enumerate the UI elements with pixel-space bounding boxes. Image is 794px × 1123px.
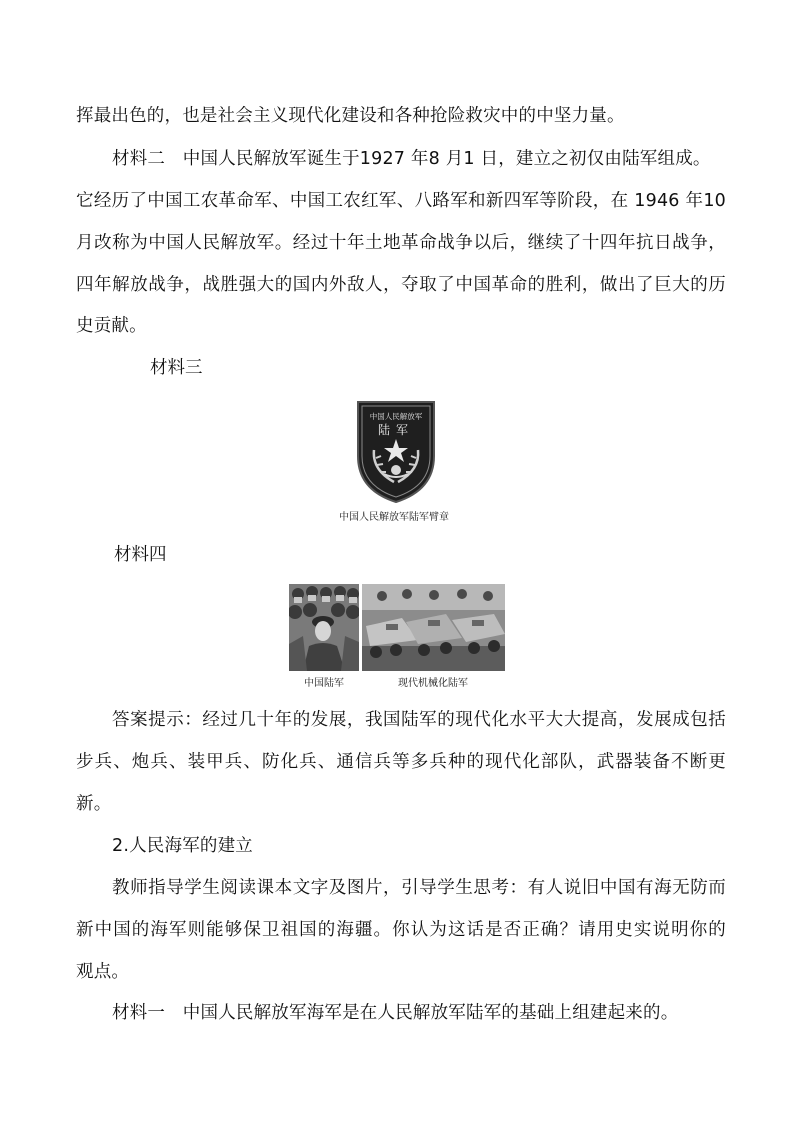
badge-caption: 中国人民解放军陆军臂章 <box>339 512 449 523</box>
photo-mechanized-army <box>362 584 505 671</box>
material-two-line-2: 它经历了中国工农革命军、中国工农红军、八路军和新四军等阶段，在 1946 年10 <box>76 191 726 211</box>
answer-hint-line-2: 步兵、炮兵、装甲兵、防化兵、通信兵等多兵种的现代化部队，武器装备不断更 <box>76 752 726 772</box>
photo-left-caption: 中国陆军 <box>304 678 344 689</box>
photo-right-caption: 现代机械化陆军 <box>398 678 468 689</box>
material-two-line-3: 月改称为中国人民解放军。经过十年土地革命战争以后，继续了十四年抗日战争， <box>76 233 726 253</box>
section-2-line-2: 新中国的海军则能够保卫祖国的海疆。你认为这话是否正确？请用史实说明你的 <box>76 920 726 940</box>
badge-arc-text: 中国人民解放军 <box>369 412 423 421</box>
material-two-line-1: 材料二 中国人民解放军诞生于1927 年8 月1 日，建立之初仅由陆军组成。 <box>112 149 711 169</box>
navy-material-one-line: 材料一 中国人民解放军海军是在人民解放军陆军的基础上组建起来的。 <box>112 1003 679 1023</box>
material-three-label: 材料三 <box>150 358 203 378</box>
section-2-title: 2.人民海军的建立 <box>112 836 253 856</box>
photo-chinese-army <box>289 584 359 671</box>
answer-hint-line-3: 新。 <box>76 794 112 814</box>
material-four-label: 材料四 <box>114 545 167 565</box>
section-2-line-1: 教师指导学生阅读课本文字及图片，引导学生思考：有人说旧中国有海无防而 <box>112 878 726 898</box>
section-2-line-3: 观点。 <box>76 962 130 982</box>
army-arm-badge <box>354 398 438 504</box>
material-two-line-4: 四年解放战争，战胜强大的国内外敌人，夺取了中国革命的胜利，做出了巨大的历 <box>76 275 726 295</box>
answer-hint-line-1: 答案提示：经过几十年的发展，我国陆军的现代化水平大大提高，发展成包括 <box>112 710 726 730</box>
material-two-line-5: 史贡献。 <box>76 316 147 336</box>
para-continuation-line: 挥最出色的，也是社会主义现代化建设和各种抢险救灾中的中坚力量。 <box>76 106 625 126</box>
badge-main-text: 陆军 <box>377 423 415 437</box>
